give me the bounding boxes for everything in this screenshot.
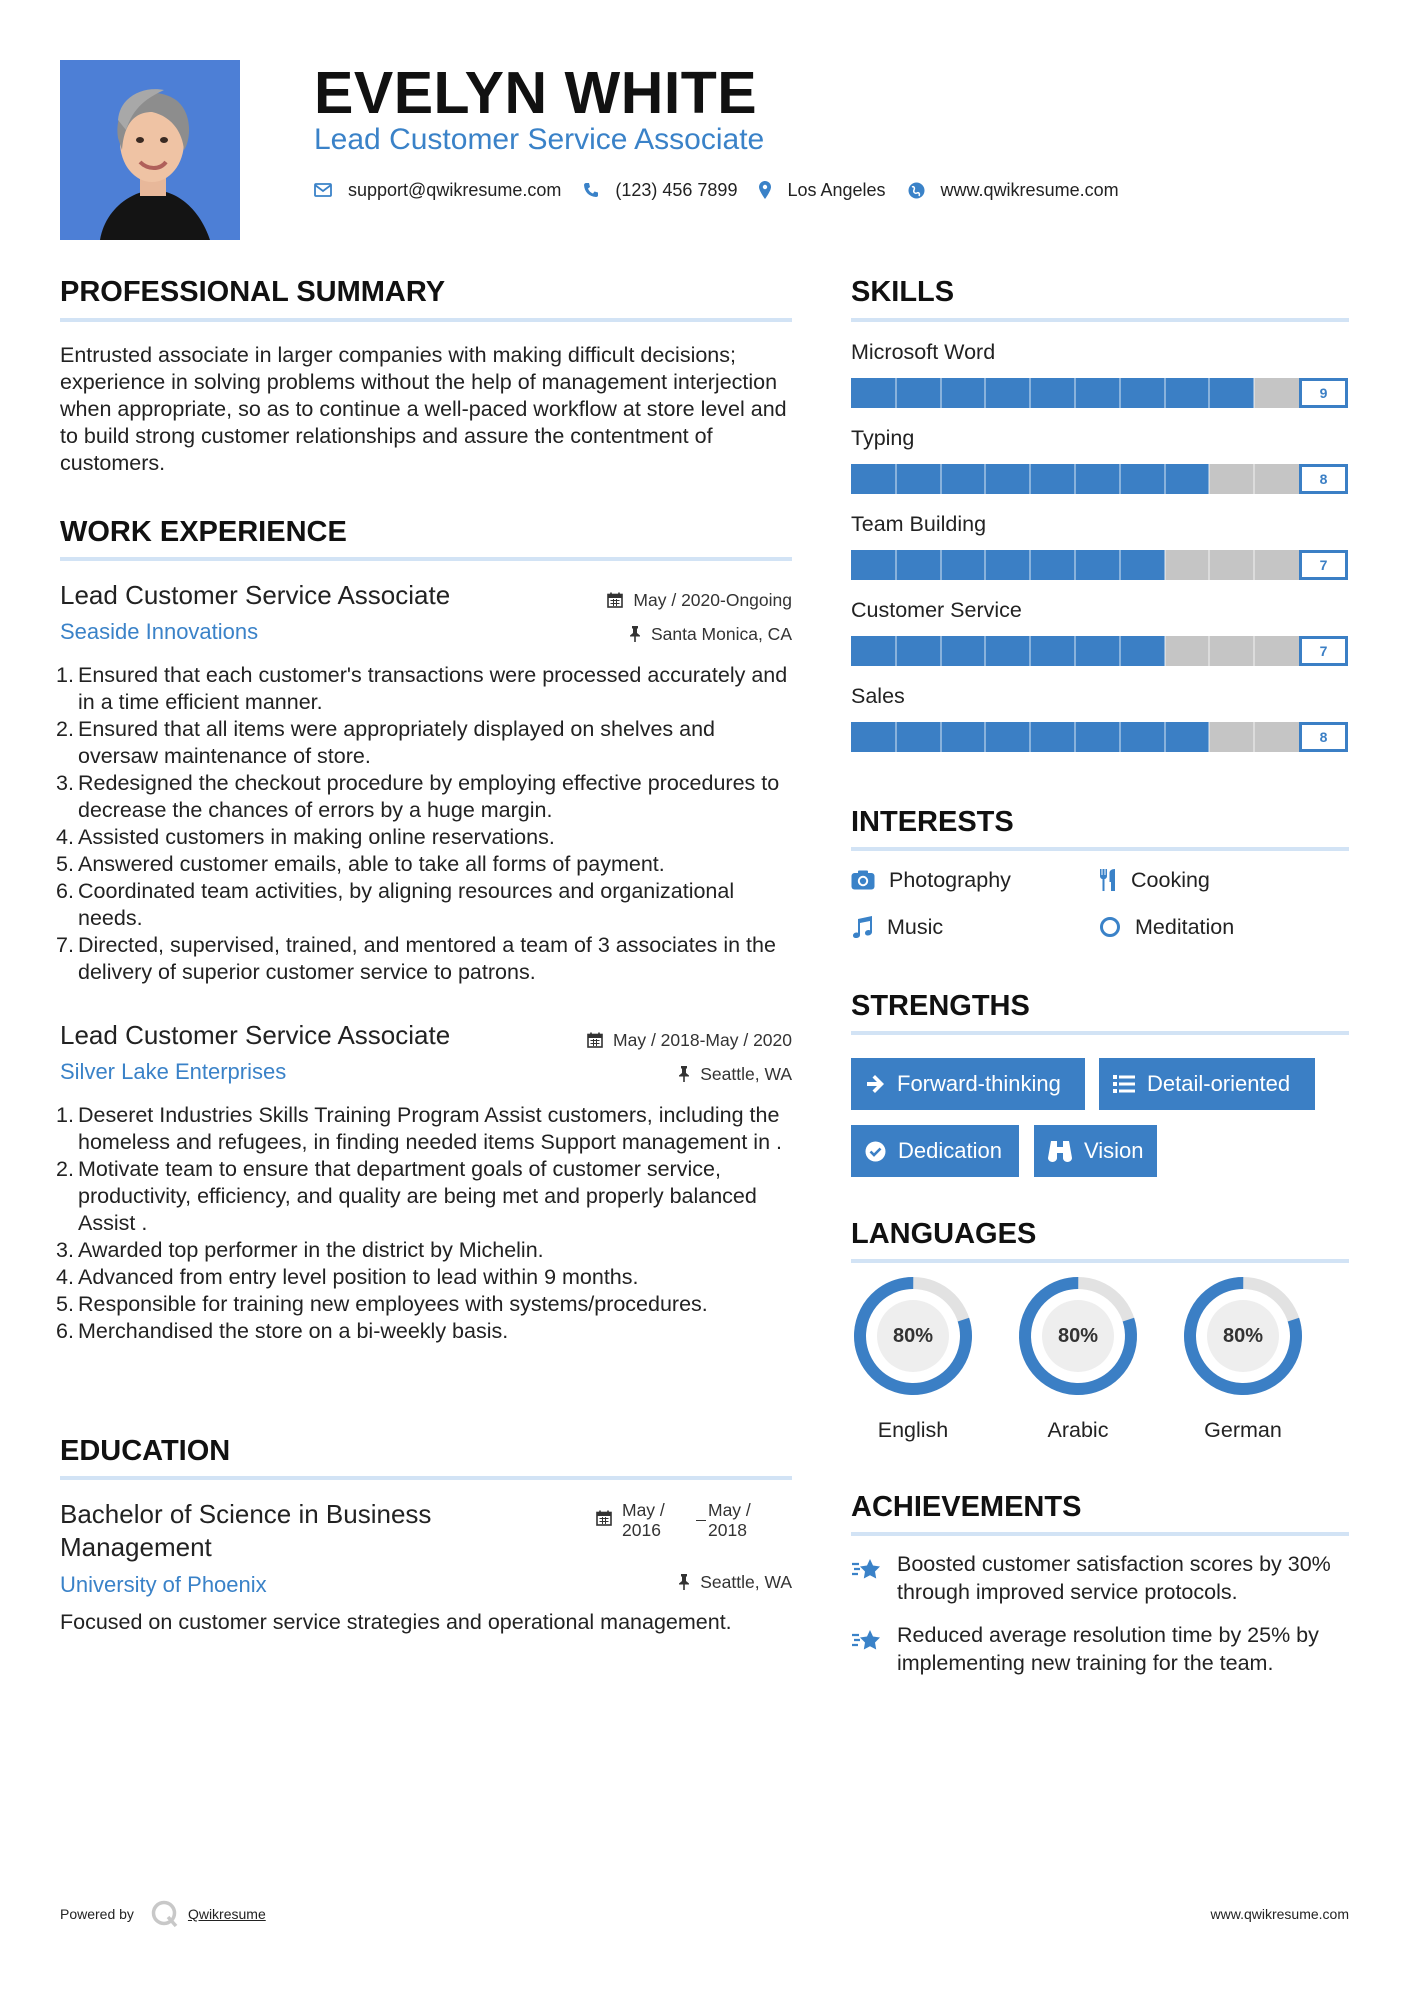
list-item: 3. Awarded top performer in the district by Michelin.: [56, 1238, 544, 1262]
skill-name: Team Building: [851, 512, 987, 536]
skill-bar: [851, 636, 1348, 666]
strength-forward-thinking: Forward-thinking: [851, 1058, 1085, 1110]
pushpin-icon: [678, 1066, 690, 1082]
summary-heading: PROFESSIONAL SUMMARY: [60, 276, 446, 308]
date-separator: [696, 1520, 706, 1521]
skill-bar-divider: [940, 464, 942, 494]
skill-bar-divider: [1253, 464, 1255, 494]
contact-phone-text: (123) 456 7899: [615, 179, 738, 200]
job-1-duties: [56, 662, 800, 986]
skill-bar-fill: [851, 550, 1165, 580]
list-item: 4. Advanced from entry level position to lead within 9 months.: [56, 1265, 639, 1289]
language-ring: [851, 1274, 975, 1398]
contact-website[interactable]: [908, 180, 1119, 201]
skill-level-badge: 7: [1299, 636, 1348, 666]
skill-bar: [851, 464, 1348, 494]
strength-vision: Vision: [1034, 1125, 1157, 1177]
list-item: 1. Deseret Industries Skills Training Program Assist customers, including the homeless and refugees, in finding needed items Support management in .: [56, 1103, 782, 1154]
music-note-icon: [851, 916, 873, 938]
cutlery-icon: [1099, 869, 1117, 891]
contact-email-text: support@qwikresume.com: [348, 179, 562, 200]
language-percent: 80%: [1222, 1324, 1264, 1347]
skill-bar-divider: [1253, 550, 1255, 580]
globe-icon: [908, 182, 925, 199]
education-description: Focused on customer service strategies and operational management.: [60, 1610, 732, 1634]
skill-bar: [851, 722, 1348, 752]
check-circle-icon: [865, 1141, 886, 1162]
interest-meditation: Meditation: [1099, 913, 1234, 941]
skill-bar-divider: [1164, 636, 1166, 666]
calendar-icon: [587, 1032, 603, 1048]
pushpin-icon: [629, 626, 641, 642]
language-item: [1016, 1274, 1140, 1442]
languages-heading: LANGUAGES: [851, 1218, 1037, 1250]
education-date: [596, 1500, 751, 1540]
language-name: German: [1204, 1418, 1282, 1442]
job-1-title: Lead Customer Service Associate: [60, 580, 451, 610]
skill-name: Sales: [851, 684, 905, 708]
skill-bar-divider: [1253, 722, 1255, 752]
achievements-heading: ACHIEVEMENTS: [851, 1491, 1082, 1523]
strength-dedication: Dedication: [851, 1125, 1019, 1177]
skills-heading: SKILLS: [851, 276, 955, 308]
skill-bar-divider: [984, 636, 986, 666]
qwikresume-logo-icon: [150, 1899, 180, 1929]
interest-music: Music: [851, 913, 943, 941]
list-item: 6. Merchandised the store on a bi-weekly basis.: [56, 1319, 509, 1343]
skill-bar-divider: [1074, 550, 1076, 580]
summary-rule: [60, 318, 792, 322]
map-pin-icon: [759, 181, 771, 199]
list-item: 1. Ensured that each customer's transactions were processed accurately and in a time efficient manner.: [56, 663, 788, 714]
interest-cooking: Cooking: [1099, 866, 1210, 894]
skill-bar-divider: [940, 722, 942, 752]
education-start-year: 2016: [622, 1520, 661, 1540]
skill-bar-divider: [1029, 636, 1031, 666]
skill-bar-divider: [1119, 636, 1121, 666]
skill-bar-divider: [1208, 464, 1210, 494]
skill-name: Microsoft Word: [851, 340, 996, 364]
calendar-icon: [607, 592, 623, 608]
arrow-right-icon: [865, 1074, 885, 1094]
skill-bar-divider: [1074, 464, 1076, 494]
language-ring: [1016, 1274, 1140, 1398]
skill-bar-divider: [1208, 636, 1210, 666]
education-degree-line-2: Management: [60, 1532, 212, 1562]
language-percent: 80%: [1057, 1324, 1099, 1347]
summary-text: Entrusted associate in larger companies with making difficult decisions; experience in solving problems without the help of management interjection when appropriate, so as to continue a well-paced workflow at store level and to build strong customer relationships and assure the contentment of customers.: [60, 343, 787, 475]
experience-rule: [60, 557, 792, 561]
shooting-star-icon: [851, 1556, 883, 1582]
contact-bar: [314, 177, 1141, 203]
education-end-month: May /: [708, 1500, 751, 1520]
contact-phone[interactable]: [583, 180, 737, 201]
interests-rule: [851, 847, 1349, 851]
list-item: 5. Answered customer emails, able to take all forms of payment.: [56, 852, 665, 876]
skill-bar-divider: [1119, 550, 1121, 580]
education-heading: EDUCATION: [60, 1435, 231, 1467]
skill-bar-divider: [1164, 722, 1166, 752]
list-item: 2. Ensured that all items were appropriately displayed on shelves and oversaw maintenance of store.: [56, 717, 716, 768]
skill-name: Customer Service: [851, 598, 1022, 622]
job-2-date-text: May / 2018-May / 2020: [613, 1030, 792, 1050]
skill-bar-divider: [1208, 378, 1210, 408]
language-percent: 80%: [892, 1324, 934, 1347]
skill-bar-divider: [984, 550, 986, 580]
job-1-location-text: Santa Monica, CA: [650, 624, 792, 644]
skill-bar-divider: [1029, 464, 1031, 494]
skill-bar-fill: [851, 636, 1165, 666]
skill-bar-divider: [1074, 636, 1076, 666]
list-icon: [1113, 1075, 1135, 1093]
contact-location: [759, 180, 885, 201]
list-item: 7. Directed, supervised, trained, and mentored a team of 3 associates in the delivery of superior customer service to patrons.: [56, 933, 776, 984]
job-2-location-text: Seattle, WA: [700, 1064, 792, 1084]
skill-level-badge: 9: [1299, 378, 1348, 408]
skill-level-badge: 8: [1299, 722, 1348, 752]
job-2-location: [492, 1063, 792, 1085]
list-item: 6. Coordinated team activities, by aligning resources and organizational needs.: [56, 879, 735, 930]
education-degree-line-1: Bachelor of Science in Business: [60, 1499, 432, 1529]
achievements-rule: [851, 1532, 1349, 1536]
skill-bar-divider: [895, 378, 897, 408]
skill-bar-divider: [895, 636, 897, 666]
list-item: 3. Redesigned the checkout procedure by employing effective procedures to decrease the chances of errors by a huge margin.: [56, 771, 780, 822]
skill-bar-divider: [1164, 550, 1166, 580]
skill-bar-divider: [1164, 378, 1166, 408]
job-2-title: Lead Customer Service Associate: [60, 1020, 451, 1050]
skill-bar-divider: [984, 464, 986, 494]
binoculars-icon: [1048, 1141, 1072, 1162]
camera-icon: [851, 870, 875, 890]
interest-photography: Photography: [851, 866, 1011, 894]
language-item: [851, 1274, 975, 1442]
contact-website-text: www.qwikresume.com: [940, 179, 1119, 200]
skill-level-badge: 8: [1299, 464, 1348, 494]
skill-bar-divider: [1029, 722, 1031, 752]
skill-bar-divider: [1074, 378, 1076, 408]
skill-level-badge: 7: [1299, 550, 1348, 580]
skill-bar-divider: [1029, 550, 1031, 580]
skill-bar-divider: [940, 378, 942, 408]
job-1-date-text: May / 2020-Ongoing: [633, 590, 792, 610]
skill-bar-fill: [851, 378, 1254, 408]
skill-bar: [851, 550, 1348, 580]
footer-powered-by: Powered by Qwikresume: [60, 1899, 266, 1929]
strengths-rule: [851, 1031, 1349, 1035]
skill-bar-divider: [940, 550, 942, 580]
candidate-name: EVELYN WHITE: [314, 60, 758, 126]
job-1-location: [492, 623, 792, 645]
skill-bar-divider: [1029, 378, 1031, 408]
pushpin-icon: [678, 1574, 690, 1590]
candidate-role: Lead Customer Service Associate: [314, 123, 765, 156]
language-name: English: [877, 1418, 949, 1442]
qwikresume-link[interactable]: Qwikresume: [187, 1906, 266, 1922]
skill-bar-divider: [1119, 464, 1121, 494]
job-2-company: Silver Lake Enterprises: [60, 1059, 287, 1084]
education-location: [492, 1571, 792, 1593]
list-item: 2. Motivate team to ensure that department goals of customer service, productivity, efficiency, and quality are being met and properly balanced Assist .: [56, 1157, 757, 1235]
languages-rule: [851, 1259, 1349, 1263]
job-1-date: [492, 589, 792, 611]
contact-location-text: Los Angeles: [787, 179, 886, 200]
shooting-star-icon: [851, 1627, 883, 1653]
circle-outline-icon: [1099, 916, 1121, 938]
interests-heading: INTERESTS: [851, 806, 1014, 838]
skill-bar-divider: [1253, 378, 1255, 408]
list-item: 5. Responsible for training new employees with systems/procedures.: [56, 1292, 708, 1316]
phone-icon: [583, 182, 599, 198]
language-item: [1181, 1274, 1305, 1442]
achievement-item-2: Reduced average resolution time by 25% by implementing new training for the team.: [851, 1621, 1361, 1677]
skill-bar-divider: [1119, 378, 1121, 408]
education-rule: [60, 1476, 792, 1480]
job-1-company: Seaside Innovations: [60, 619, 259, 644]
skill-bar-divider: [1208, 722, 1210, 752]
language-ring: [1181, 1274, 1305, 1398]
education-start-month: May /: [622, 1500, 665, 1520]
education-degree: [60, 1498, 431, 1564]
envelope-icon: [314, 183, 332, 197]
skill-bar-divider: [1208, 550, 1210, 580]
skill-bar: [851, 378, 1348, 408]
language-name: Arabic: [1047, 1418, 1109, 1442]
achievement-item-1: Boosted customer satisfaction scores by 30% through improved service protocols.: [851, 1550, 1361, 1606]
skill-bar-divider: [895, 550, 897, 580]
list-item: 4. Assisted customers in making online reservations.: [56, 825, 555, 849]
skill-bar-divider: [895, 464, 897, 494]
footer-website[interactable]: www.qwikresume.com: [1210, 1906, 1349, 1922]
job-2-date: [492, 1029, 792, 1051]
skill-bar-divider: [984, 378, 986, 408]
contact-email[interactable]: [314, 180, 561, 201]
education-school: University of Phoenix: [60, 1572, 267, 1597]
skill-bar-divider: [1074, 722, 1076, 752]
skill-bar-divider: [1253, 636, 1255, 666]
skill-bar-divider: [984, 722, 986, 752]
strengths-heading: STRENGTHS: [851, 990, 1030, 1022]
skill-bar-divider: [1119, 722, 1121, 752]
experience-heading: WORK EXPERIENCE: [60, 516, 347, 548]
skill-bar-divider: [895, 722, 897, 752]
skills-rule: [851, 318, 1349, 322]
education-end-year: 2018: [708, 1520, 747, 1540]
skill-bar-divider: [940, 636, 942, 666]
education-location-text: Seattle, WA: [700, 1572, 792, 1592]
skill-bar-divider: [1164, 464, 1166, 494]
job-2-duties: [56, 1102, 800, 1345]
strength-detail-oriented: Detail-oriented: [1099, 1058, 1315, 1110]
profile-photo: [60, 60, 240, 240]
calendar-icon: [596, 1510, 612, 1526]
skill-name: Typing: [851, 426, 915, 450]
